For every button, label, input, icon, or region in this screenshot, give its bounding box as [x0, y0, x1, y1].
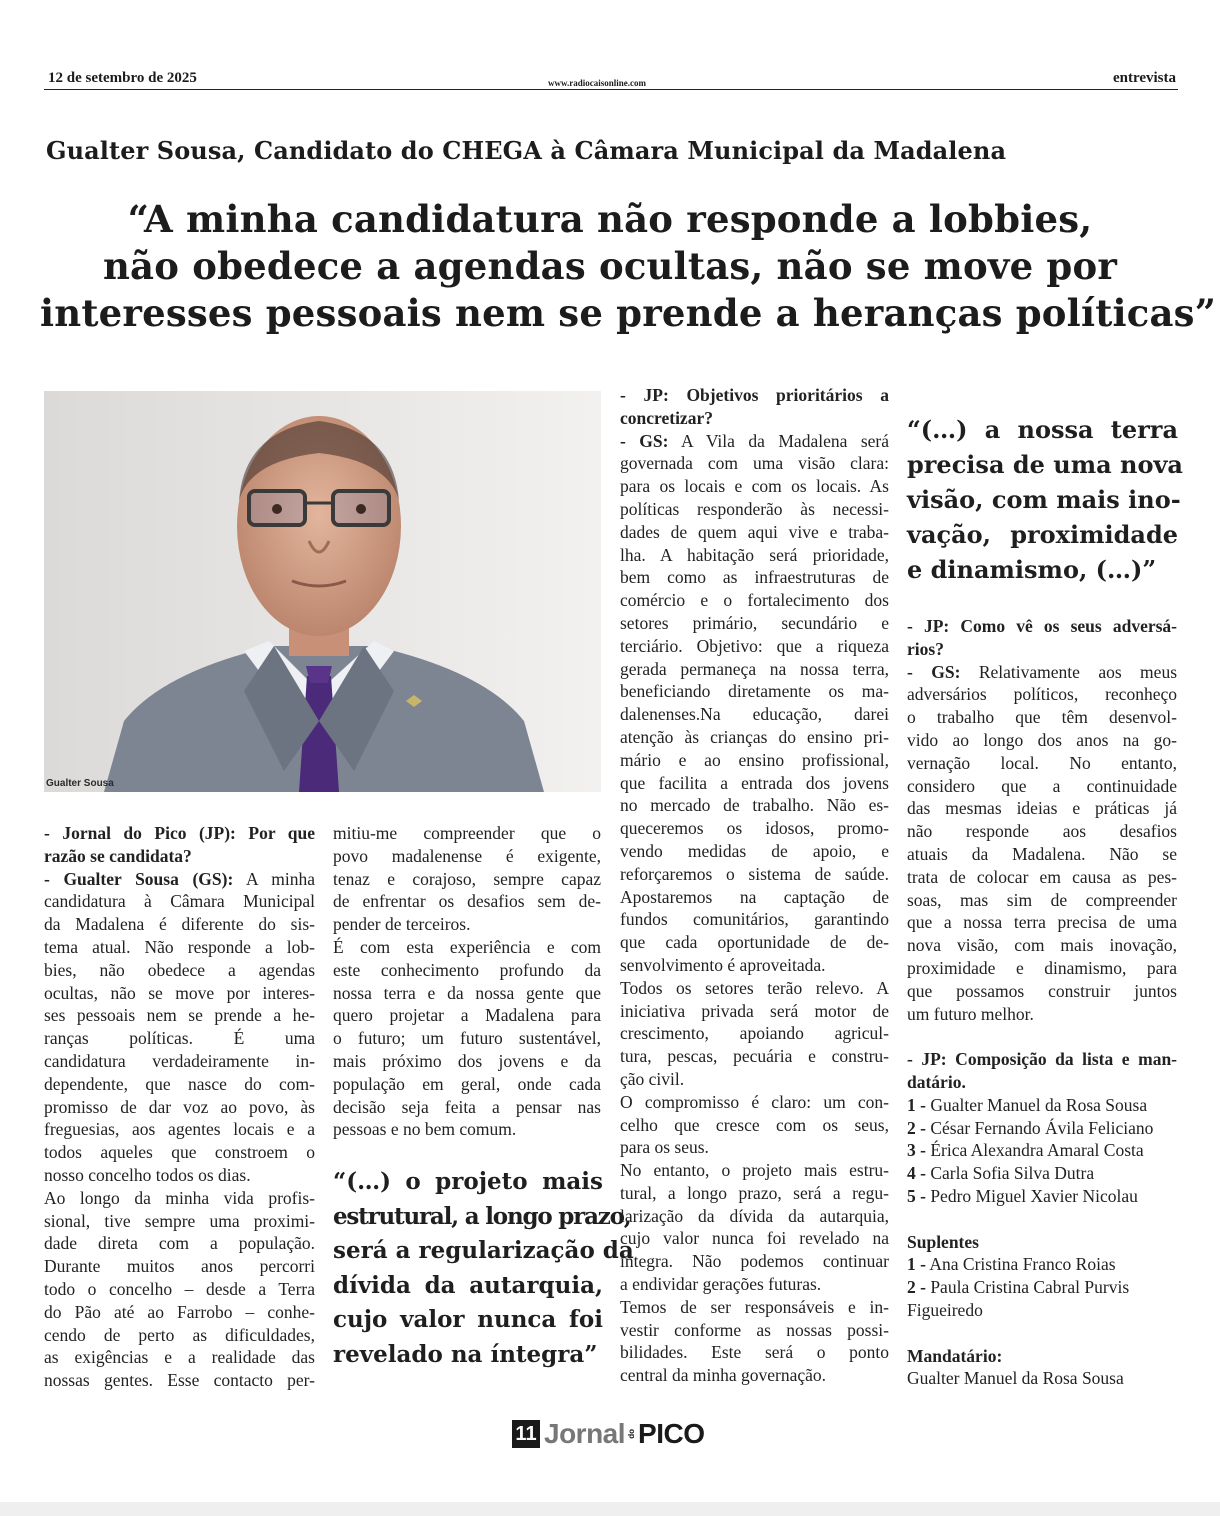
text-line: nosso concelho todos os dias.	[44, 1164, 251, 1185]
text-line: adversários políticos, reconheço	[907, 684, 1177, 705]
issue-date: 12 de setembro de 2025	[48, 70, 197, 86]
candidate-name: Gualter Manuel da Rosa Sousa	[930, 1094, 1148, 1115]
text-line: ses pessoais nem se prende a he-	[44, 1005, 315, 1026]
text-line: cujo valor nunca foi revelado na	[620, 1228, 889, 1249]
candidate-item	[907, 1185, 1177, 1208]
representative-name: Gualter Manuel da Rosa Sousa	[907, 1368, 1124, 1389]
text-line: vendo medidas de apoio, e	[620, 840, 889, 861]
text-line: Todos os setores terão relevo. A	[620, 977, 889, 998]
candidate-name: César Fernando Ávila Feliciano	[930, 1117, 1154, 1138]
portrait-photo	[44, 391, 601, 792]
text-line: Temos de ser responsáveis e in-	[620, 1296, 889, 1317]
spacer	[907, 1025, 1177, 1048]
text-line: nossa terra e da nossa gente que	[333, 982, 601, 1003]
text-line: dependente, que nasce do com-	[44, 1073, 315, 1094]
text-line: candidatura à Câmara Municipal	[44, 891, 315, 912]
text-line: central da minha governação.	[620, 1365, 827, 1386]
jornal-do-pico-logo	[512, 1419, 705, 1449]
text-line: das mesmas ideias e práticas já	[907, 798, 1177, 819]
candidate-name: Carla Sofia Silva Dutra	[930, 1163, 1095, 1184]
candidate-number: 5 -	[907, 1185, 926, 1206]
text-line: tenaz e corajoso, sempre capaz	[333, 868, 601, 889]
substitute-number: 2 -	[907, 1277, 926, 1298]
article-headline	[40, 196, 1217, 337]
text-line: bilidades. Este será o ponto	[620, 1342, 889, 1363]
spacer	[907, 1208, 1177, 1231]
spacer	[907, 1322, 1177, 1345]
candidate-number: 2 -	[907, 1117, 926, 1138]
headline-line: não obedece a agendas ocultas, não se move por	[102, 244, 1118, 288]
text-line: mais próximo dos jovens e da	[333, 1050, 601, 1071]
text-line: No entanto, o projeto mais estru-	[620, 1160, 889, 1181]
candidate-list	[907, 1094, 1177, 1208]
article-column-3	[620, 384, 889, 1387]
text-line: É com esta experiência e com	[333, 936, 601, 957]
text-line: fundos comunitários, garantindo	[620, 909, 889, 930]
text-line: celho que cresce com os seus,	[620, 1114, 889, 1135]
text-line: proximidade e dinamismo, para	[907, 957, 1177, 978]
text-line: Durante muitos anos percorri	[44, 1256, 315, 1277]
text-line: Apostaremos na captação de	[620, 886, 889, 907]
quote-line: revelado na íntegra”	[333, 1340, 598, 1368]
text-line: do Pão até ao Farrobo – conhe-	[44, 1301, 315, 1322]
quote-line: e dinamismo, (…)”	[907, 555, 1157, 584]
text-line: candidatura verdadeiramente in-	[44, 1050, 315, 1071]
text-line: as exigências e a realidade das	[44, 1347, 315, 1368]
text-line: lha. A habitação será prioridade,	[620, 544, 889, 565]
text-line: datário.	[907, 1071, 966, 1092]
page-number: 11	[512, 1420, 540, 1448]
text-line: - Gualter Sousa (GS): A minha	[44, 868, 316, 889]
text-line: para os locais e com os locais. As	[620, 476, 889, 497]
text-line: vestir conforme as nossas possi-	[620, 1319, 889, 1340]
candidate-item	[907, 1162, 1177, 1185]
text-line: ranças políticas. É uma	[44, 1028, 315, 1049]
headline-line: interesses pessoais nem se prende a heranças políticas”	[40, 291, 1217, 335]
text-line: a endividar gerações futuras.	[620, 1274, 822, 1295]
text-line: rios?	[907, 638, 944, 659]
text-line: considero que a continuidade	[907, 775, 1177, 796]
text-line: crescimento, apoiando agricul-	[620, 1023, 889, 1044]
text-line: bies, não obedece a agendas	[44, 959, 315, 980]
candidate-name: Érica Alexandra Amaral Costa	[930, 1140, 1144, 1161]
substitute-name-cont: Figueiredo	[907, 1299, 983, 1320]
quote-line: estrutural, a longo prazo,	[333, 1202, 631, 1230]
substitute-number: 1 -	[907, 1254, 926, 1275]
quote-line: cujo valor nunca foi	[333, 1306, 603, 1333]
text-line: o futuro; um futuro sustentável,	[333, 1028, 601, 1049]
text-line: ocultas, não se move por interes-	[44, 982, 315, 1003]
substitute-name: Ana Cristina Franco Roias	[929, 1254, 1116, 1275]
text-line: atenção às crianças do ensino pri-	[620, 726, 889, 747]
text-line: de enfrentar os desafios sem de-	[333, 891, 601, 912]
text-line: quero projetar a Madalena para	[333, 1005, 601, 1026]
text-line: que cada oportunidade de de-	[620, 932, 889, 953]
article-kicker: Gualter Sousa, Candidato do CHEGA à Câmara Municipal da Madalena	[46, 136, 1007, 165]
candidate-item	[907, 1139, 1177, 1162]
candidate-number: 1 -	[907, 1094, 926, 1115]
text-line: - GS: Relativamente aos meus	[907, 661, 1178, 682]
text-line: razão se candidata?	[44, 845, 192, 866]
quote-line: “(…) a nossa terra	[907, 415, 1178, 444]
text-line: dade direta com a população.	[44, 1233, 315, 1254]
text-line: beneficiando diretamente os ma-	[620, 681, 889, 702]
logo-word-do: do	[627, 1429, 637, 1439]
header-rule	[44, 89, 1178, 90]
text-line: queceremos os idosos, promo-	[620, 818, 889, 839]
candidate-item	[907, 1094, 1177, 1117]
text-line: mitiu-me compreender que o	[333, 823, 601, 843]
text-line: iniciativa privada será motor de	[620, 1000, 889, 1021]
text-line: o trabalho que têm desenvol-	[907, 707, 1177, 728]
text-line: um futuro melhor.	[907, 1003, 1034, 1024]
text-line: vernação local. No entanto,	[907, 752, 1177, 773]
photo-caption: Gualter Sousa	[46, 778, 114, 789]
quote-line: vação, proximidade	[907, 520, 1178, 549]
text-line: governada com uma visão clara:	[620, 453, 889, 474]
article-column-4	[907, 615, 1177, 1390]
text-line: bem como as infraestruturas de	[620, 567, 889, 588]
text-line: comércio e o fortalecimento dos	[620, 590, 889, 611]
text-line: tural, a longo prazo, será a regu-	[620, 1182, 889, 1203]
text-line: - JP: Objetivos prioritários a	[620, 385, 889, 405]
text-line: da Madalena é diferente do sis-	[44, 914, 315, 935]
pull-quote-debt	[333, 1165, 634, 1372]
text-line: - Jornal do Pico (JP): Por que	[44, 823, 315, 843]
logo-word-pico: PICO	[638, 1418, 705, 1449]
text-line: Ao longo da minha vida profis-	[44, 1187, 315, 1208]
text-line: nossas gentes. Esse contacto per-	[44, 1370, 315, 1391]
quote-line: será a regularização da	[333, 1237, 634, 1264]
text-line: que a nossa terra precisa de uma	[907, 912, 1177, 933]
text-line: concretizar?	[620, 407, 713, 428]
text-line: que possamos construir juntos	[907, 980, 1177, 1001]
text-line: para os seus.	[620, 1137, 709, 1158]
candidate-item	[907, 1117, 1177, 1140]
text-line: todos aqueles que constroem o	[44, 1142, 315, 1163]
logo-word-jornal: Jornal	[544, 1418, 626, 1449]
substitutes-title: Suplentes	[907, 1231, 979, 1252]
text-line: tema atual. Não responde a lob-	[44, 936, 315, 957]
text-line: terciário. Objetivo: que a riqueza	[620, 635, 889, 656]
text-line: soas, mas sim de compreender	[907, 889, 1177, 910]
text-line: dades de quem aqui vive e traba-	[620, 521, 889, 542]
quote-line: precisa de uma nova	[907, 450, 1183, 479]
text-line: setores primário, secundário e	[620, 612, 889, 633]
text-line: no mercado de trabalho. Não es-	[620, 795, 889, 816]
text-line: ção civil.	[620, 1068, 685, 1089]
pull-quote-vision	[907, 412, 1183, 587]
text-line: população em geral, onde cada	[333, 1073, 601, 1094]
text-line: íntegra. Não podemos continuar	[620, 1251, 889, 1272]
text-line: nova visão, com mais inovação,	[907, 935, 1177, 956]
text-line: não responde aos desafios	[907, 821, 1177, 842]
representative-title: Mandatário:	[907, 1345, 1003, 1366]
text-line: gerada permaneça na nossa terra,	[620, 658, 889, 679]
bottom-bar	[0, 1502, 1220, 1516]
text-line: povo madalenense é exigente,	[333, 845, 601, 866]
text-line: - GS: A Vila da Madalena será	[620, 430, 890, 451]
text-line: O compromisso é claro: um con-	[620, 1091, 889, 1112]
text-line: - JP: Como vê os seus adversá-	[907, 616, 1177, 636]
text-line: larização da dívida da autarquia,	[620, 1205, 889, 1226]
substitute-item	[907, 1276, 1177, 1299]
text-line: dalenenses.Na educação, darei	[620, 704, 889, 725]
quote-line: “(…) o projeto mais	[333, 1168, 603, 1195]
text-line: tura, pescas, pecuária e constru-	[620, 1046, 889, 1067]
substitute-name: Paula Cristina Cabral Purvis	[930, 1277, 1130, 1298]
text-line: - JP: Composição da lista e man-	[907, 1049, 1177, 1070]
article-column-1	[44, 822, 315, 1392]
text-line: mário e ao ensino profissional,	[620, 749, 889, 770]
headline-line: “A minha candidatura não responde a lobbies,	[127, 197, 1093, 241]
quote-line: visão, com mais ino-	[907, 485, 1181, 514]
candidate-name: Pedro Miguel Xavier Nicolau	[930, 1185, 1138, 1206]
text-line: promisso de dar voz ao povo, às	[44, 1096, 315, 1117]
candidate-number: 3 -	[907, 1140, 926, 1161]
text-line: sional, tive sempre uma proximi-	[44, 1210, 315, 1231]
text-line: vido ao longo dos anos na go-	[907, 729, 1177, 750]
text-line: este conhecimento profundo da	[333, 959, 601, 980]
text-line: trata de colocar em causa as pes-	[907, 866, 1177, 887]
text-line: pessoas e no bem comum.	[333, 1119, 517, 1140]
quote-line: dívida da autarquia,	[333, 1271, 603, 1299]
text-line: freguesias, aos agentes locais e a	[44, 1119, 315, 1140]
text-line: políticas responderão às necessi-	[620, 498, 889, 519]
article-column-2	[333, 822, 601, 1141]
section-label: entrevista	[1112, 70, 1176, 86]
text-line: atuais da Madalena. Não se	[907, 843, 1177, 864]
source-url[interactable]: www.radiocaisonline.com	[548, 78, 646, 88]
text-line: reforçaremos o sistema de saúde.	[620, 863, 889, 884]
candidate-number: 4 -	[907, 1163, 926, 1184]
text-line: pender de terceiros.	[333, 914, 471, 935]
text-line: cendo de perto as dificuldades,	[44, 1324, 315, 1345]
substitute-item	[907, 1253, 1177, 1276]
text-line: decisão seja feita a pensar nas	[333, 1096, 601, 1117]
text-line: que facilita a entrada dos jovens	[620, 772, 889, 793]
text-line: todo o concelho – desde a Terra	[44, 1278, 315, 1299]
text-line: senvolvimento é aproveitada.	[620, 954, 826, 975]
